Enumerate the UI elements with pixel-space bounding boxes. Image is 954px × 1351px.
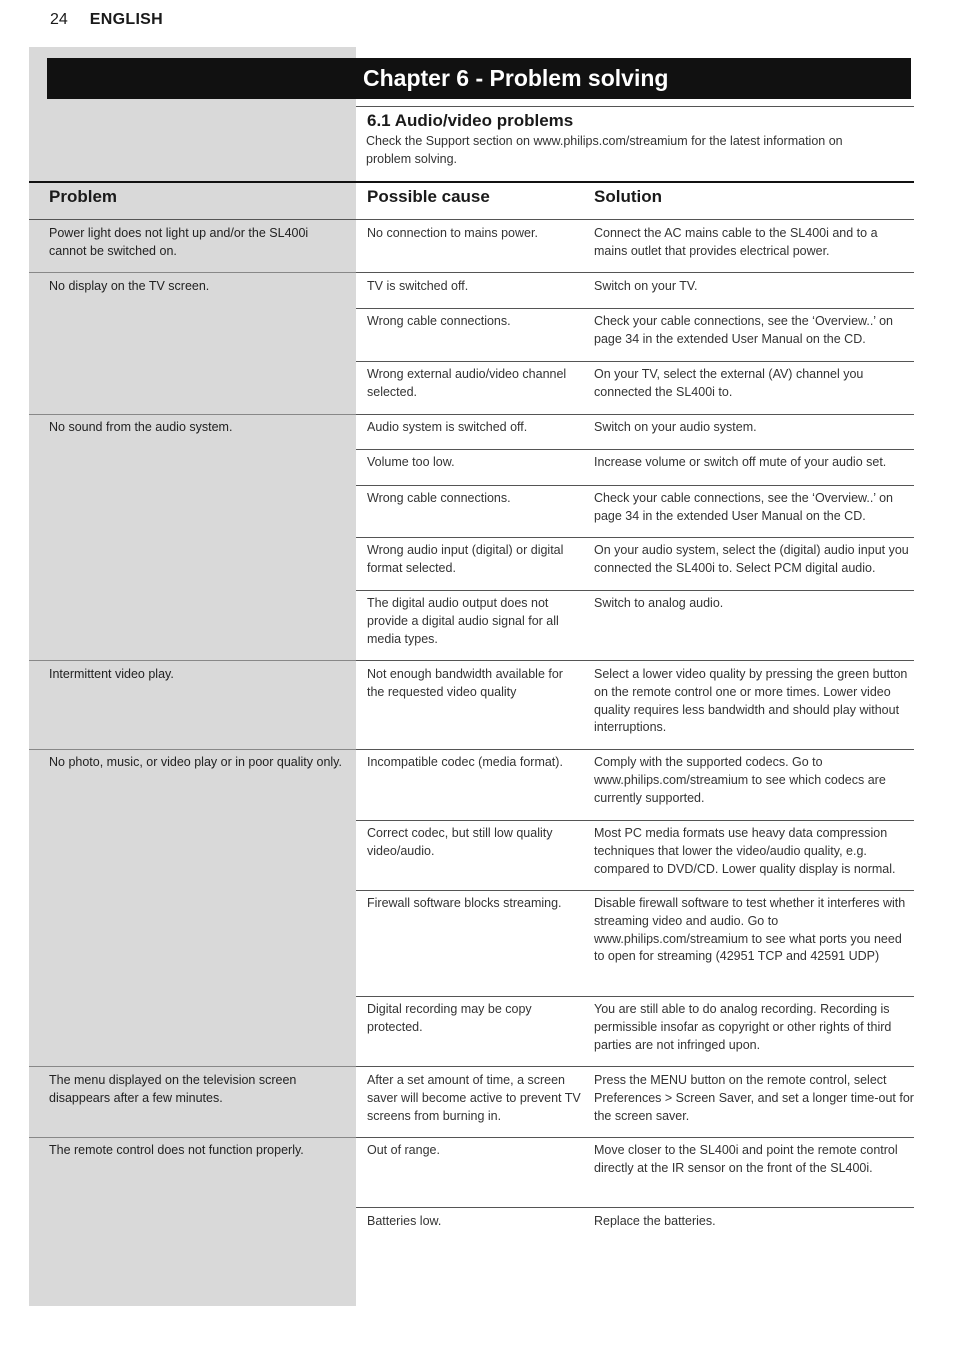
cause-cell: Correct codec, but still low quality video/audio. bbox=[367, 826, 553, 858]
problem-cell: The menu displayed on the television screen disappears after a few minutes. bbox=[49, 1073, 297, 1105]
cause-cell: Batteries low. bbox=[367, 1214, 442, 1228]
solution-cell: You are still able to do analog recording. Recording is permissible insofar as copyright or other rights of third parties are not infringed upon. bbox=[594, 1002, 892, 1052]
section-intro: Check the Support section on www.philips.com/streamium for the latest information on problem solving. bbox=[366, 134, 843, 166]
row-divider bbox=[356, 308, 914, 309]
cause-cell: Audio system is switched off. bbox=[367, 420, 528, 434]
solution-cell: Check your cable connections, see the ‘Overview..’ on page 34 in the extended User Manual on the CD. bbox=[594, 314, 893, 346]
page-number: 24 bbox=[50, 11, 68, 28]
row-divider bbox=[356, 890, 914, 891]
cause-cell: The digital audio output does not provide a digital audio signal for all media types. bbox=[367, 596, 559, 646]
solution-cell: Connect the AC mains cable to the SL400i and to a mains outlet that provides electrical power. bbox=[594, 226, 878, 258]
row-divider bbox=[356, 996, 914, 997]
row-divider bbox=[356, 414, 914, 415]
solution-cell: On your audio system, select the (digital) audio input you connected the SL400i to. Select PCM digital audio. bbox=[594, 543, 909, 575]
row-divider bbox=[356, 485, 914, 486]
row-divider bbox=[356, 820, 914, 821]
section-title: 6.1 Audio/video problems bbox=[367, 111, 574, 130]
solution-cell: Press the MENU button on the remote control, select Preferences > Screen Saver, and set a longer time-out for the screen saver. bbox=[594, 1073, 914, 1123]
row-divider bbox=[356, 449, 914, 450]
section-divider bbox=[356, 106, 914, 107]
solution-cell: Replace the batteries. bbox=[594, 1214, 716, 1228]
page-header bbox=[50, 11, 163, 29]
cause-cell: After a set amount of time, a screen saver will become active to prevent TV screens from burning in. bbox=[367, 1073, 581, 1123]
problem-divider bbox=[29, 749, 356, 750]
solution-cell: Select a lower video quality by pressing the green button on the remote control one or more times. Lower video quality requires less bandwidth and should play without interruptions. bbox=[594, 667, 908, 735]
cause-cell: Incompatible codec (media format). bbox=[367, 755, 563, 769]
row-divider bbox=[356, 272, 914, 273]
table-top-rule bbox=[29, 219, 914, 220]
solution-cell: Switch on your audio system. bbox=[594, 420, 757, 434]
row-divider bbox=[356, 1137, 914, 1138]
solution-cell: Disable firewall software to test whether it interferes with streaming video and audio. Go to www.philips.com/streamium to see what ports you need to open for streaming (42951 TCP and 42591 UDP) bbox=[594, 896, 906, 964]
problem-divider bbox=[29, 1066, 356, 1067]
row-divider bbox=[356, 1066, 914, 1067]
cause-cell: No connection to mains power. bbox=[367, 226, 538, 240]
row-divider bbox=[356, 1207, 914, 1208]
cause-cell: TV is switched off. bbox=[367, 279, 469, 293]
cause-cell: Firewall software blocks streaming. bbox=[367, 896, 562, 910]
solution-cell: Most PC media formats use heavy data compression techniques that lower the video/audio quality, e.g. compared to DVD/CD. Lower quality display is normal. bbox=[594, 826, 896, 876]
solution-cell: Increase volume or switch off mute of your audio set. bbox=[594, 455, 887, 469]
column-header-solution: Solution bbox=[594, 187, 662, 206]
problem-cell: No sound from the audio system. bbox=[49, 420, 233, 434]
cause-cell: Volume too low. bbox=[367, 455, 455, 469]
table-header-rule bbox=[29, 181, 914, 183]
cause-cell: Not enough bandwidth available for the requested video quality bbox=[367, 667, 563, 699]
column-header-cause: Possible cause bbox=[367, 187, 490, 206]
cause-cell: Wrong external audio/video channel selected. bbox=[367, 367, 567, 399]
row-divider bbox=[356, 590, 914, 591]
row-divider bbox=[356, 749, 914, 750]
problem-divider bbox=[29, 660, 356, 661]
cause-cell: Out of range. bbox=[367, 1143, 440, 1157]
solution-cell: Switch on your TV. bbox=[594, 279, 698, 293]
problem-cell: Power light does not light up and/or the SL400i cannot be switched on. bbox=[49, 226, 309, 258]
problem-cell: Intermittent video play. bbox=[49, 667, 174, 681]
cause-cell: Wrong cable connections. bbox=[367, 314, 511, 328]
cause-cell: Digital recording may be copy protected. bbox=[367, 1002, 532, 1034]
page-language: ENGLISH bbox=[89, 11, 164, 28]
row-divider bbox=[356, 361, 914, 362]
cause-cell: Wrong cable connections. bbox=[367, 491, 511, 505]
problem-cell: No photo, music, or video play or in poor quality only. bbox=[49, 755, 342, 769]
chapter-title: Chapter 6 - Problem solving bbox=[363, 65, 669, 91]
row-divider bbox=[356, 660, 914, 661]
problem-divider bbox=[29, 1137, 356, 1138]
cause-cell: Wrong audio input (digital) or digital format selected. bbox=[367, 543, 564, 575]
problem-cell: No display on the TV screen. bbox=[49, 279, 210, 293]
solution-cell: On your TV, select the external (AV) channel you connected the SL400i to. bbox=[594, 367, 864, 399]
column-header-problem: Problem bbox=[49, 187, 118, 206]
solution-cell: Move closer to the SL400i and point the remote control directly at the IR sensor on the front of the SL400i. bbox=[594, 1143, 898, 1175]
row-divider bbox=[356, 537, 914, 538]
solution-cell: Comply with the supported codecs. Go to www.philips.com/streamium to see which codecs are currently supported. bbox=[594, 755, 886, 805]
problem-divider bbox=[29, 414, 356, 415]
problem-cell: The remote control does not function properly. bbox=[49, 1143, 304, 1157]
solution-cell: Check your cable connections, see the ‘Overview..’ on page 34 in the extended User Manual on the CD. bbox=[594, 491, 893, 523]
problem-divider bbox=[29, 272, 356, 273]
solution-cell: Switch to analog audio. bbox=[594, 596, 724, 610]
